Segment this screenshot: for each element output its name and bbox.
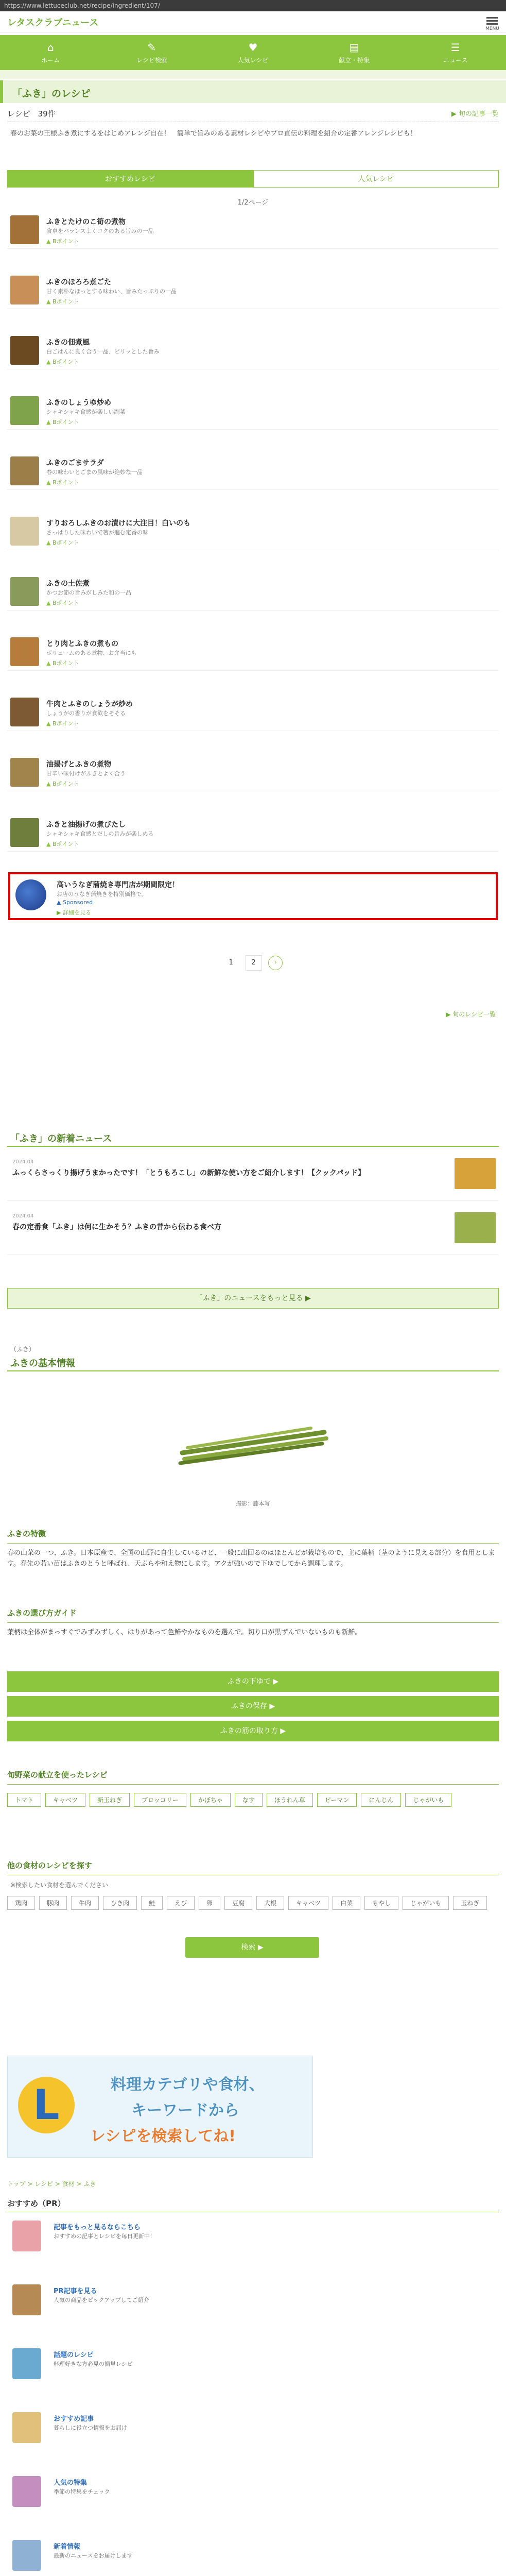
other-search-button[interactable]: 検索 ▶ (185, 1937, 319, 1958)
recipe-thumbnail (10, 758, 39, 787)
next-page-icon[interactable]: › (268, 956, 283, 970)
pencil-icon: ✎ (147, 41, 156, 54)
recipe-title: ふきとたけのこ筍の煮物 (46, 218, 126, 226)
recipe-item[interactable] (7, 273, 499, 309)
pin-icon: ▲ (46, 720, 51, 727)
recipe-desc: しょうがの香りが食欲をそそる (46, 710, 126, 717)
recipe-item[interactable] (7, 694, 499, 731)
banner-line2: キーワードから (131, 2102, 239, 2120)
ad-link[interactable]: ▶ 詳細を見る (57, 909, 91, 916)
list-icon: ☰ (450, 41, 460, 54)
sponsored-ad[interactable] (8, 872, 498, 920)
recipe-thumbnail (10, 336, 39, 365)
chip[interactable]: ブロッコリー (134, 1793, 186, 1807)
home-icon: ⌂ (47, 41, 54, 54)
recipe-item[interactable] (7, 212, 499, 249)
pin-icon: ▲ (46, 600, 51, 606)
pin-icon: ▲ (46, 298, 51, 305)
other-heading: 他の食材のレシピを探す (7, 1860, 499, 1875)
pin-icon: ▲ (46, 419, 51, 426)
recipe-title: 牛肉とふきのしょうが炒め (46, 700, 133, 708)
image-caption: 撮影：藤本写 (236, 1500, 270, 1507)
season-articles-link[interactable]: ▶ 旬の記事一覧 (451, 110, 499, 118)
recipe-count: レシピ 39件 (7, 109, 56, 118)
pin-icon: ▲ (46, 359, 51, 365)
recipe-item[interactable] (7, 574, 499, 611)
popular-heading: 旬野菜の献立を使ったレシピ (7, 1769, 499, 1785)
ad-sponsor: ▲ Sponsored (57, 899, 93, 906)
chip[interactable]: 新玉ねぎ (90, 1793, 130, 1807)
intro-text: 春のお菜の王様ふき煮にするをはじめアレンジ自在！ 簡単で旨みのある素材レシピやプロ直伝の料理を紹介の定番アレンジレシピも！ (10, 130, 417, 138)
osusume-item-title: 記事をもっと見るならこちら (54, 2224, 141, 2231)
gnav-item-popular[interactable] (202, 35, 304, 70)
news-date: 2024.04 (12, 1213, 34, 1219)
hamburger-icon (485, 17, 499, 25)
pin-icon: ▲ (46, 841, 51, 848)
recipe-meta: ▲ Bポイント (46, 720, 79, 727)
hozon-button[interactable]: ふきの保存 ▶ (7, 1696, 499, 1717)
news-item[interactable] (7, 1159, 499, 1201)
osusume-image (12, 2348, 41, 2379)
breadcrumb[interactable]: トップ > レシピ > 食材 > ふき (7, 2180, 96, 2188)
page-next-number[interactable]: 2 (246, 955, 262, 971)
chip[interactable]: 豆腐 (224, 1896, 252, 1910)
heart-icon: ♥ (248, 41, 258, 54)
news-date: 2024.04 (12, 1159, 34, 1165)
more-news-button[interactable]: 「ふき」のニュースをもっと見る ▶ (7, 1288, 499, 1309)
osusume-item-desc: おすすめの記事とレシピを毎日更新中！ (54, 2233, 155, 2240)
recipe-meta: ▲ Bポイント (46, 660, 79, 667)
url-bar[interactable]: https://www.lettuceclub.net/recipe/ingredient/107/ (0, 0, 506, 11)
osusume-item-title: 人気の特集 (54, 2479, 88, 2487)
osusume-item[interactable] (7, 2409, 499, 2450)
pin-icon: ▲ (46, 479, 51, 486)
recipe-thumbnail (10, 517, 39, 546)
pagination (0, 955, 506, 971)
osusume-title: おすすめ（PR） (7, 2196, 499, 2212)
info-section-title (7, 1353, 499, 1371)
gnav-label: 人気レシピ (237, 57, 269, 64)
book-icon: ▤ (349, 41, 359, 54)
chip[interactable]: なす (235, 1793, 263, 1807)
recipe-item[interactable] (7, 333, 499, 369)
erabikata-text: 葉柄は全体がまっすぐでみずみずしく、はりがあって色鮮やかなものを選んで。切り口が黒ずんでいないものも新鮮。 (7, 1629, 362, 1636)
chip[interactable]: ひき肉 (103, 1896, 137, 1910)
chip[interactable]: キャベツ (288, 1896, 328, 1910)
tokucho-heading: ふきの特徴 (7, 1528, 499, 1544)
page-title: 「ふき」のレシピ (12, 88, 91, 99)
tokucho-text: 春の山菜の一つ、ふき。日本原産で、全国の山野に自生しているけど、一般に出回るのはほとんどが栽培もので、主に葉柄（茎のように見える部分）を食用とします。春先の若い苗はふきのとうと呼ばれ、天ぷらや和え物にします。アクが強いので下ゆでしてから調理します。 (7, 1549, 495, 1568)
recipe-item[interactable] (7, 393, 499, 430)
tab-ninki[interactable]: 人気レシピ (253, 170, 499, 188)
recipe-meta: ▲ Bポイント (46, 419, 79, 426)
chip[interactable]: キャベツ (45, 1793, 85, 1807)
banner-logo: L (18, 2077, 75, 2133)
osusume-item-desc: 料理好きな方必見の簡単レシピ (54, 2361, 133, 2367)
osusume-item-desc: 人気の商品をピックアップしてご紹介 (54, 2297, 149, 2303)
search-banner[interactable] (7, 2056, 313, 2158)
ad-thumbnail (15, 879, 46, 910)
chip[interactable]: じゃがいも (405, 1793, 451, 1807)
recipe-meta: ▲ Bポイント (46, 600, 79, 606)
tab-osusume[interactable]: おすすめレシピ (7, 170, 253, 188)
osusume-item-desc: 暮らしに役立つ情報をお届け (54, 2425, 127, 2431)
pin-icon: ▲ (46, 238, 51, 245)
gnav-label: 献立・特集 (339, 57, 370, 64)
info-small-label: （ふき） (10, 1346, 36, 1353)
recipe-desc: ボリュームのある煮物、お弁当にも (46, 650, 137, 656)
osusume-image (12, 2412, 41, 2443)
recipe-item[interactable] (7, 634, 499, 671)
season-recipes-link[interactable]: ▶ 旬のレシピ一覧 (446, 1011, 496, 1018)
recipe-item[interactable] (7, 514, 499, 550)
chip[interactable]: かぼちゃ (190, 1793, 231, 1807)
gnav-label: レシピ検索 (136, 57, 167, 64)
osusume-item[interactable] (7, 2345, 499, 2386)
chip[interactable]: 鶏肉 (7, 1896, 35, 1910)
gnav-item-news[interactable] (405, 35, 506, 70)
recipe-thumbnail (10, 637, 39, 666)
menu-label: MENU (485, 26, 499, 31)
news-image (455, 1158, 496, 1189)
chip[interactable]: もやし (364, 1896, 398, 1910)
chip[interactable]: トマト (7, 1793, 41, 1807)
recipe-item[interactable] (7, 453, 499, 490)
recipe-desc: 食卓をバランスよくコクのある旨みの一品 (46, 228, 154, 234)
osusume-item-desc: 最新のニュースをお届けします (54, 2552, 133, 2559)
recipe-tabs (7, 170, 499, 188)
osusume-item-desc: 季節の特集をチェック (54, 2488, 110, 2495)
recipe-meta: ▲ Bポイント (46, 238, 79, 245)
recipe-title: 油揚げとふきの煮物 (46, 760, 111, 769)
page-title-bar (0, 80, 506, 103)
gnav-item-search[interactable] (101, 35, 203, 70)
recipe-thumbnail (10, 276, 39, 304)
chip[interactable]: 卵 (199, 1896, 220, 1910)
osusume-section (7, 2196, 499, 2559)
chip[interactable]: 鮭 (141, 1896, 163, 1910)
recipe-item[interactable] (7, 815, 499, 852)
recipe-thumbnail (10, 818, 39, 847)
recipe-desc: さっぱりした味わいで箸が進む定番の味 (46, 529, 148, 536)
recipe-thumbnail (10, 456, 39, 485)
osusume-image (12, 2540, 41, 2571)
news-image (455, 1212, 496, 1243)
news-text: ふっくらさっくり揚げうまかったです！「とうもろこし」の新鮮な使い方をご紹介します！【クックパッド】 (12, 1169, 365, 1177)
site-logo[interactable]: レタスクラブニュース (7, 18, 99, 28)
info-title: ふきの基本情報 (10, 1358, 75, 1369)
chip[interactable]: えび (167, 1896, 195, 1910)
other-chips (7, 1896, 499, 1910)
recipe-title: ふきのしょうゆ炒め (46, 399, 111, 407)
news-item[interactable] (7, 1213, 499, 1255)
recipe-meta: ▲ Bポイント (46, 781, 79, 787)
suji-button[interactable]: ふきの筋の取り方 ▶ (7, 1721, 499, 1741)
chip[interactable]: にんじん (361, 1793, 401, 1807)
recipe-desc: 甘辛い味付けがふきとよく合う (46, 770, 126, 777)
osusume-image (12, 2221, 41, 2251)
recipe-desc: シャキシャキ食感が楽しい副菜 (46, 409, 126, 415)
count-line (7, 106, 499, 122)
banner-line1: 料理カテゴリや食材、 (111, 2076, 265, 2094)
recipe-title: ふきの土佐煮 (46, 580, 90, 588)
chip[interactable]: 豚肉 (39, 1896, 67, 1910)
fuki-image (177, 1391, 329, 1494)
osusume-item-title: 話題のレシピ (54, 2351, 94, 2359)
recipe-thumbnail (10, 698, 39, 726)
recipe-meta: ▲ Bポイント (46, 298, 79, 305)
pin-icon: ▲ (46, 539, 51, 546)
recipe-thumbnail (10, 215, 39, 244)
recipe-title: すりおろしふきのお漬けに大注目！白いのも (46, 519, 190, 528)
chip[interactable]: 大根 (256, 1896, 284, 1910)
recipe-meta: ▲ Bポイント (46, 359, 79, 365)
other-note: ※検索したい食材を選んでください (10, 1882, 109, 1889)
recipe-desc: 甘く素朴なほっとする味わい、旨みたっぷりの一品 (46, 288, 177, 295)
chip[interactable]: 牛肉 (71, 1896, 99, 1910)
pin-icon: ▲ (46, 660, 51, 667)
news-title: 「ふき」の新着ニュース (10, 1133, 112, 1144)
gnav-label: ニュース (443, 57, 468, 64)
global-nav (0, 35, 506, 70)
recipe-title: ふきのほろろ煮ごた (46, 278, 111, 286)
popular-chips (7, 1793, 499, 1807)
recipe-desc: 春の味わいとごまの風味が絶妙な一品 (46, 469, 143, 476)
recipe-title: とり肉とふきの煮もの (46, 640, 118, 648)
ad-title: 高いうなぎ蒲焼き専門店が期間限定！ (57, 881, 179, 889)
recipe-thumbnail (10, 577, 39, 606)
page-current: 1 (229, 959, 233, 967)
chip[interactable]: 玉ねぎ (453, 1896, 487, 1910)
recipe-title: ふきの佃煮風 (46, 338, 90, 347)
recipe-meta: ▲ Bポイント (46, 479, 79, 486)
recipe-meta: ▲ Bポイント (46, 539, 79, 546)
chip[interactable]: じゃがいも (403, 1896, 449, 1910)
pin-icon: ▲ (46, 781, 51, 787)
crumb-strip (0, 70, 506, 79)
recipe-title: ふきのごまサラダ (46, 459, 104, 467)
osusume-item-title: PR記事を見る (54, 2287, 97, 2295)
recipe-thumbnail (10, 396, 39, 425)
page-count: 1/2ページ (237, 199, 269, 207)
osusume-item-title: おすすめ記事 (54, 2415, 94, 2423)
recipe-desc: かつお節の旨みがしみた和の一品 (46, 589, 131, 596)
gnav-label: ホーム (41, 57, 60, 64)
menu-button[interactable] (485, 15, 499, 31)
gnav-item-menu[interactable] (304, 35, 405, 70)
ad-desc: お店のうなぎ蒲焼きを特別価格で。 (57, 891, 147, 897)
recipe-meta: ▲ Bポイント (46, 841, 79, 848)
news-text: 春の定番食「ふき」は何に生かそう？ふきの昔から伝わる食べ方 (12, 1223, 221, 1231)
osusume-image (12, 2476, 41, 2507)
shitayude-button[interactable]: ふきの下ゆで ▶ (7, 1671, 499, 1692)
chip[interactable]: ピーマン (317, 1793, 357, 1807)
pin-icon: ▲ (57, 899, 61, 906)
osusume-image (12, 2284, 41, 2315)
recipe-desc: 白ごはんに良く合う一品、ピリッとした旨み (46, 348, 160, 355)
osusume-item-title: 新着情報 (54, 2543, 81, 2551)
osusume-item[interactable] (7, 2281, 499, 2323)
recipe-desc: シャキシャキ食感とだしの旨みが楽しめる (46, 831, 154, 837)
osusume-item[interactable] (7, 2217, 499, 2259)
news-section-title (7, 1128, 499, 1147)
gnav-item-home[interactable] (0, 35, 101, 70)
osusume-item[interactable] (7, 2537, 499, 2576)
chip[interactable]: ほうれん草 (267, 1793, 313, 1807)
erabikata-heading: ふきの選び方ガイド (7, 1607, 499, 1623)
recipe-title: ふきと油揚げの煮びたし (46, 821, 126, 829)
osusume-item[interactable] (7, 2473, 499, 2514)
chip[interactable]: 白菜 (333, 1896, 360, 1910)
recipe-item[interactable] (7, 755, 499, 791)
banner-line3: レシピを検索してね! (90, 2127, 236, 2145)
